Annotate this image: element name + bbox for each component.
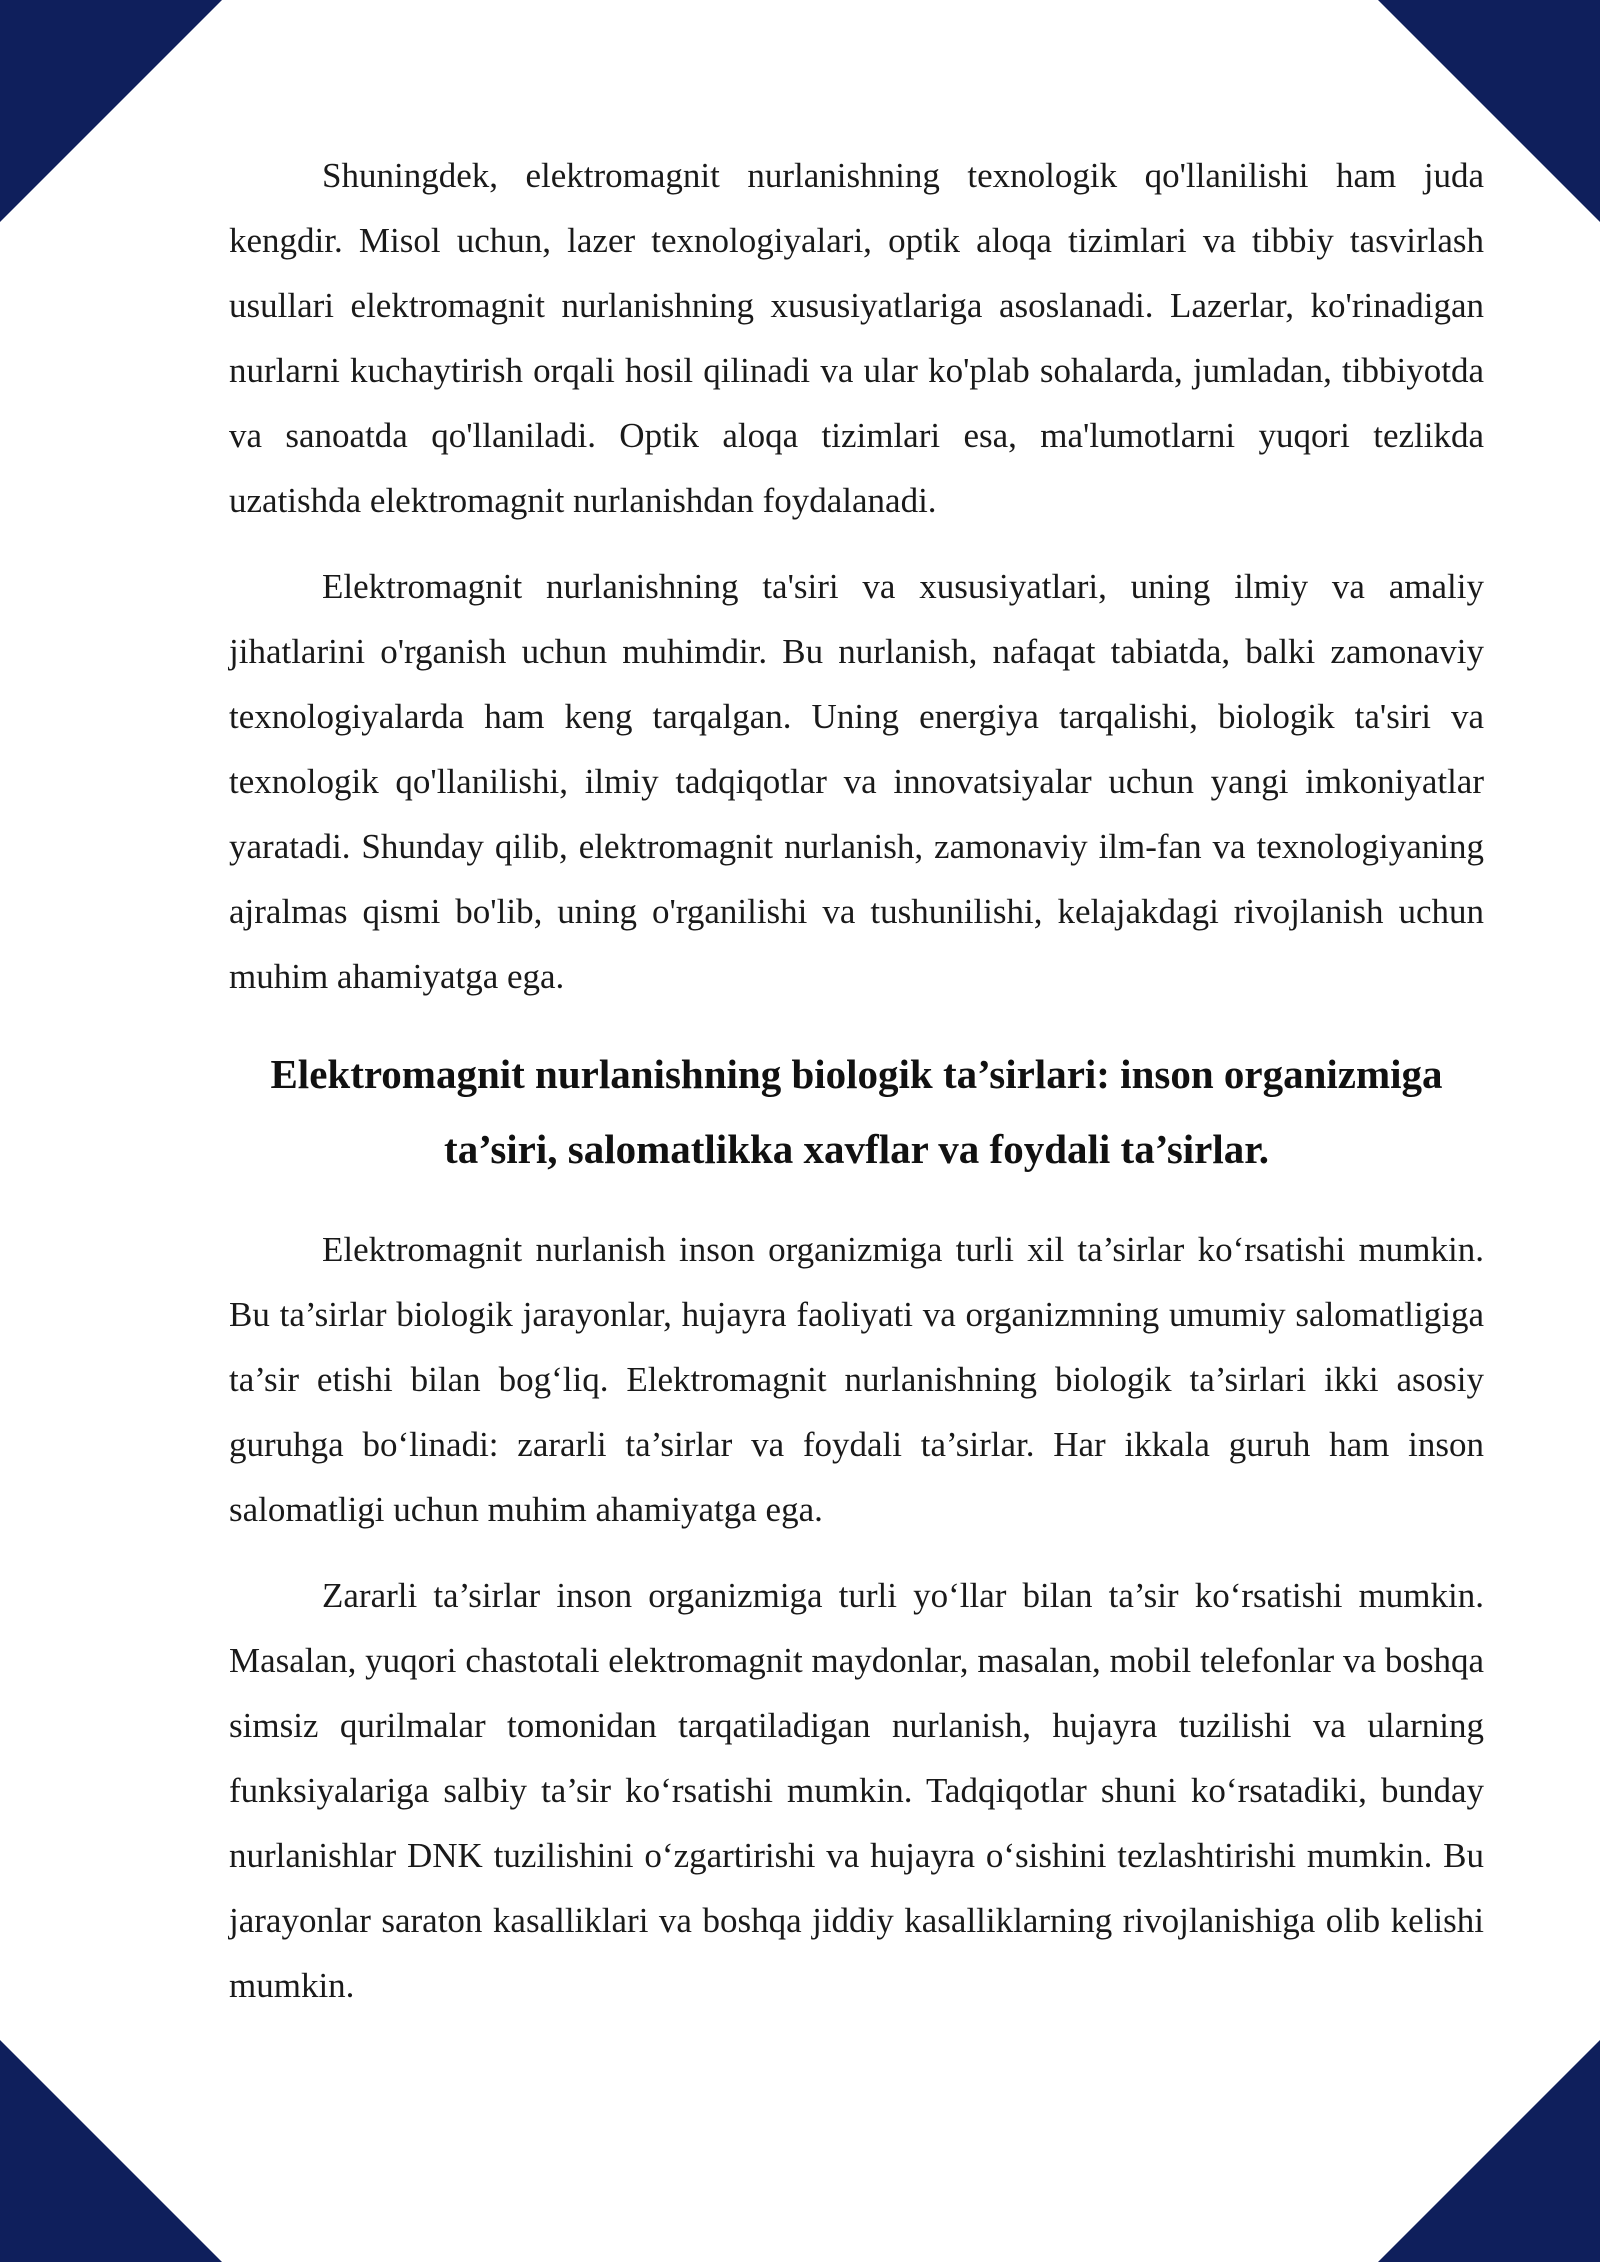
document-body xyxy=(229,143,1484,2039)
paragraph-laser-applications: Shuningdek, elektromagnit nurlanishning texnologik qo'llanilishi ham juda kengdir. Misol uchun, lazer texnologiyalari, optik aloqa tizimlari va tibbiy tasvirlash usullari elektromagnit nurlanishning xususiyatlariga asoslanadi. Lazerlar, ko'rinadigan nurlarni kuchaytirish orqali hosil qilinadi va ular ko'plab sohalarda, jumladan, tibbiyotda va sanoatda qo'llaniladi. Optik aloqa tizimlari esa, ma'lumotlarni yuqori tezlikda uzatishda elektromagnit nurlanishdan foydalanadi. xyxy=(229,156,1484,520)
paragraph-biological-effects: Elektromagnit nurlanish inson organizmiga turli xil ta’sirlar ko‘rsatishi mumkin. Bu ta’sirlar biologik jarayonlar, hujayra faoliyati va organizmning umumiy salomatligiga ta’sir etishi bilan bog‘liq. Elektromagnit nurlanishning biologik ta’sirlari ikki asosiy guruhga bo‘linadi: zararli ta’sirlar va foydali ta’sirlar. Har ikkala guruh ham inson salomatligi uchun muhim ahamiyatga ega. xyxy=(229,1230,1484,1529)
section-heading: Elektromagnit nurlanishning biologik ta’sirlari: inson organizmiga ta’siri, salomatlikka xavflar va foydali ta’sirlar. xyxy=(270,1051,1443,1172)
corner-decoration-top-left xyxy=(0,0,222,222)
corner-decoration-bottom-left xyxy=(0,2040,222,2262)
paragraph-harmful-effects: Zararli ta’sirlar inson organizmiga turli yo‘llar bilan ta’sir ko‘rsatishi mumkin. Masalan, yuqori chastotali elektromagnit maydonlar, masalan, mobil telefonlar va boshqa simsiz qurilmalar tomonidan tarqatiladigan nurlanish, hujayra tuzilishi va ularning funksiyalariga salbiy ta’sir ko‘rsatishi mumkin. Tadqiqotlar shuni ko‘rsatadiki, bunday nurlanishlar DNK tuzilishini o‘zgartirishi va hujayra o‘sishini tezlashtirishi mumkin. Bu jarayonlar saraton kasalliklari va boshqa jiddiy kasalliklarning rivojlanishiga olib kelishi mumkin. xyxy=(229,1576,1484,2005)
corner-decoration-bottom-right xyxy=(1378,2040,1600,2262)
paragraph-importance: Elektromagnit nurlanishning ta'siri va xususiyatlari, uning ilmiy va amaliy jihatlarini o'rganish uchun muhimdir. Bu nurlanish, nafaqat tabiatda, balki zamonaviy texnologiyalarda ham keng tarqalgan. Uning energiya tarqalishi, biologik ta'siri va texnologik qo'llanilishi, ilmiy tadqiqotlar va innovatsiyalar uchun yangi imkoniyatlar yaratadi. Shunday qilib, elektromagnit nurlanish, zamonaviy ilm-fan va texnologiyaning ajralmas qismi bo'lib, uning o'rganilishi va tushunilishi, kelajakdagi rivojlanish uchun muhim ahamiyatga ega. xyxy=(229,567,1484,996)
